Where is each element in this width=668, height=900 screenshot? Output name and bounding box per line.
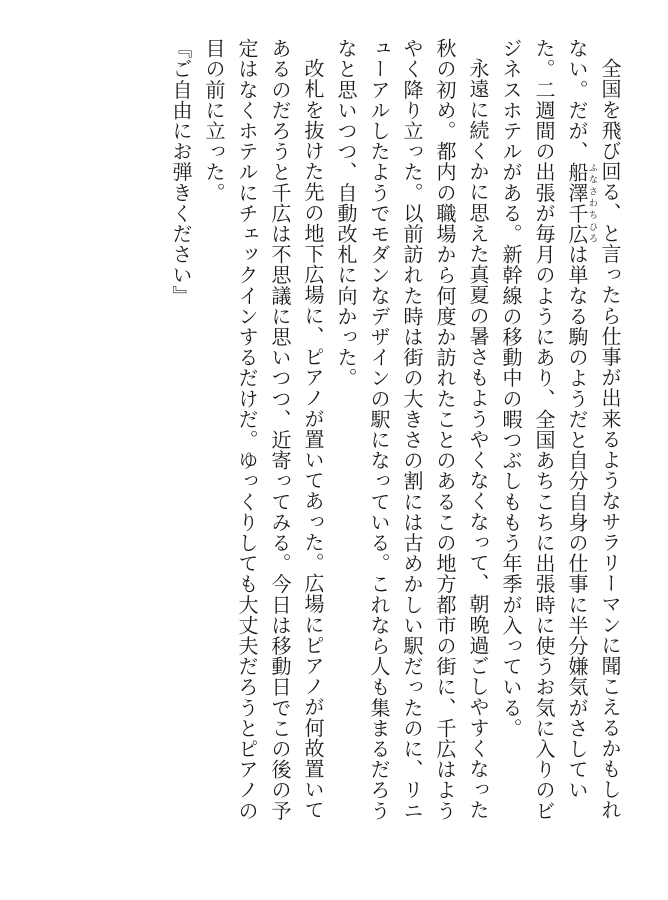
- ruby-base: 船澤千広: [565, 161, 589, 245]
- paragraph-1-after: は単なる駒のようだと自分自身の仕事に半分嫌気がさしていた。二週間の出張が毎月のようにあり、全国あちこちに出張時に使うお気に入りのビジネスホテルがある。新幹線の移動中の暇つぶしももう年季が入っている。: [499, 38, 589, 821]
- paragraph-3: 改札を抜けた先の地下広場に、ピアノが置いてあった。広場にピアノが何故置いてあるのだろうと千広は不思議に思いつつ、近寄ってみる。今日は移動日でこの後の予定はなくホテルにチェックインするだけだ。ゆっくりしても大丈夫だろうとピアノの目の前に立った。: [202, 38, 325, 821]
- furigana-ruby: [565, 161, 597, 245]
- vertical-text-block: [164, 38, 626, 838]
- paragraph-2: 永遠に続くかに思えた真夏の暑さもようやくなくなって、朝晩過ごしやすくなった秋の初め。都内の職場から何度か訪れたことのあるこの地方都市の街に、千広はようやく降り立った。以前訪れた時は街の大きさの割には古めかしい駅だったのに、リニューアルしたようでモダンなデザインの駅になっている。これなら人も集まるだろうなと思いつつ、自動改札に向かった。: [334, 38, 490, 821]
- ruby-text: ふなさわちひろ: [587, 161, 597, 244]
- paragraph-1-before: 全国を飛び回る、と言ったら仕事が出来るようなサラリーマンに聞こえるかもしれない。だが、: [565, 38, 622, 821]
- paragraph-1: [494, 38, 626, 838]
- piano-sign-text: 『ご自由にお弾きください』: [169, 38, 193, 306]
